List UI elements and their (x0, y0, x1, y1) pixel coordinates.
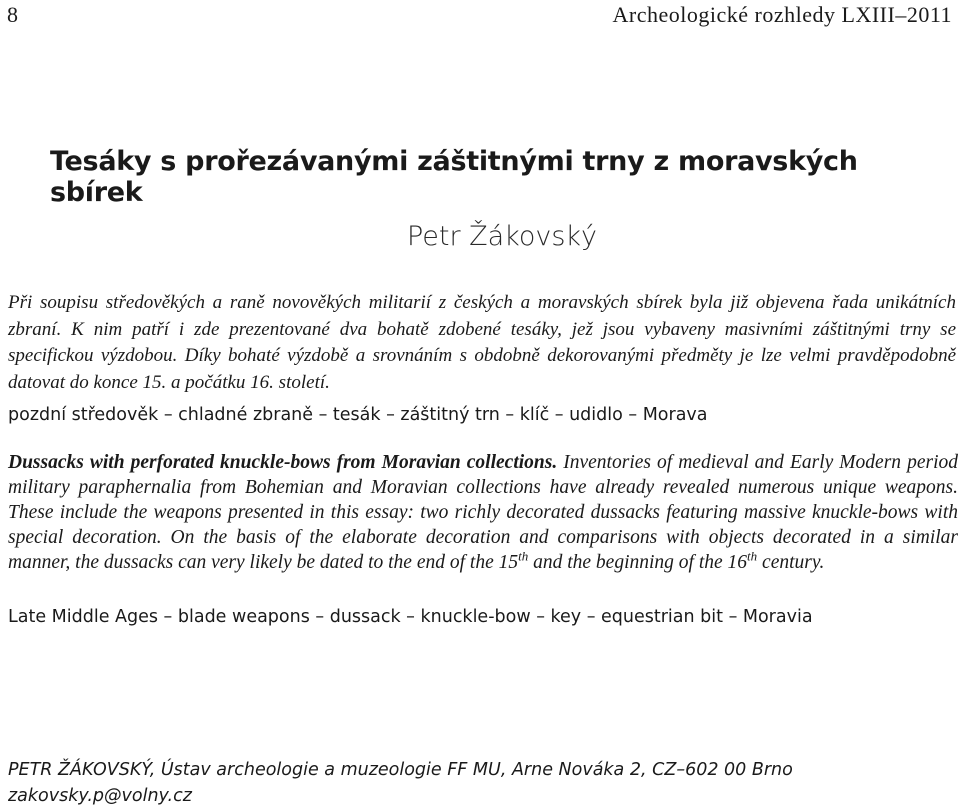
keywords-english: Late Middle Ages – blade weapons – dussack – knuckle-bow – key – equestrian bit – Moravia (8, 607, 813, 627)
author-affiliation (8, 757, 956, 809)
article-title: Tesáky s prořezávanými záštitnými trny z moravských sbírek (50, 146, 858, 208)
running-header (7, 2, 952, 28)
abstract-czech: Při soupisu středověkých a raně novověkých militarií z českých a moravských sbírek byla již objevena řada unikátních zbraní. K nim patří i zde prezentované dva bohatě zdobené tesáky, jež jsou vybaveny masivními záštitnými trny se specifickou výzdobou. Díky bohaté výzdobě a srovnáním s obdobně dekorovanými předměty je lze velmi pravděpodobně datovat do konce 15. a počátku 16. století. (8, 292, 956, 393)
abstract-english (8, 450, 958, 575)
abstract-english-title: Dussacks with perforated knuckle-bows from Moravian collections. (8, 452, 558, 473)
ordinal-suffix-1: th (518, 548, 529, 564)
article-author: Petr Žákovský (406, 221, 598, 252)
ordinal-suffix-2: th (747, 548, 758, 564)
author-email: zakovsky.p@volny.cz (8, 786, 192, 806)
journal-title: Archeologické rozhledy LXIII–2011 (612, 2, 952, 27)
abstract-english-text-1: Inventories of medieval and Early Modern period military paraphernalia from Bohemian and Moravian collections have already revealed numerous unique weapons. These include the weapons presented in this essay: two richly decorated dussacks featuring massive knuckle-bows with special decoration. On the basis of the elaborate decoration and comparisons with objects decorated in a similar manner, the dussacks can very likely be dated to the end of the 15 (8, 452, 958, 573)
abstract-english-text-3: century. (757, 552, 825, 573)
page-number: 8 (7, 2, 19, 27)
keywords-czech: pozdní středověk – chladné zbraně – tesák – záštitný trn – klíč – udidlo – Morava (8, 405, 708, 425)
abstract-english-text-2: and the beginning of the 16 (528, 552, 748, 573)
affiliation-address: PETR ŽÁKOVSKÝ, Ústav archeologie a muzeologie FF MU, Arne Nováka 2, CZ–602 00 Brno (8, 760, 793, 780)
